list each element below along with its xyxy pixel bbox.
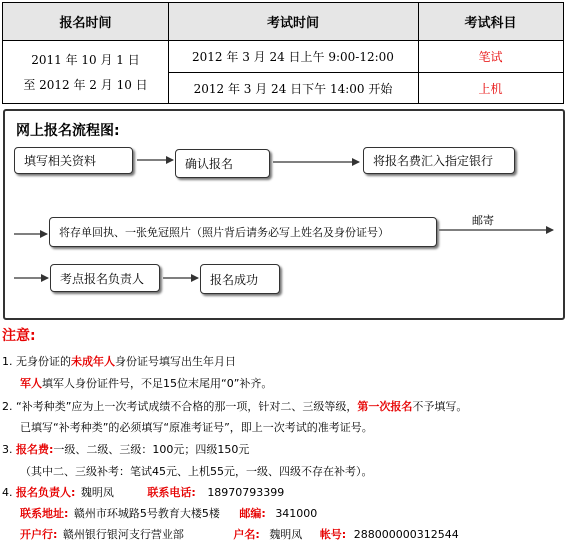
bank-name: 赣州银行银河支行营业部 <box>62 528 184 541</box>
flow-step-mail-documents: 将存单回执、一张免冠照片（照片背后请务必写上姓名及身份证号） <box>49 217 437 247</box>
postcode-label: 邮编: <box>239 507 266 520</box>
note-text: 身份证号填写出生年月日 <box>115 355 236 368</box>
subject-written: 笔试 <box>478 50 503 64</box>
registration-start: 2011 年 10 月 1 日 <box>31 52 140 67</box>
header-registration-time: 报名时间 <box>3 3 168 40</box>
flow-step-success: 报名成功 <box>200 264 280 294</box>
registration-end: 至 2012 年 2 月 10 日 <box>23 77 148 92</box>
note-highlight: 军人 <box>20 377 42 390</box>
note-2-cont <box>20 419 373 435</box>
account-number: 288000000312544 <box>353 528 459 541</box>
account-number-label: 帐号: <box>319 528 347 541</box>
note-highlight: 报名负责人: <box>16 486 76 499</box>
exam-time-written: 2012 年 3 月 24 日上午 9:00-12:00 <box>192 50 394 64</box>
note-1 <box>2 353 236 369</box>
postcode: 341000 <box>275 507 318 520</box>
contact-name: 魏明凤 <box>80 486 114 499</box>
note-highlight: 未成年人 <box>71 355 115 368</box>
note-text: 已填写“补考种类”的必须填写“原准考证号”，即上一次考试的准考证号。 <box>20 421 373 434</box>
account-holder: 魏明凤 <box>269 528 303 541</box>
note-3 <box>2 441 249 457</box>
exam-time-computer: 2012 年 3 月 24 日下午 14:00 开始 <box>193 81 393 96</box>
note-text: 2. “补考种类”应为上一次考试成绩不合格的那一项，针对二、三级等级， <box>2 400 358 413</box>
schedule-table <box>2 2 564 104</box>
address-label: 联系地址: <box>20 507 69 520</box>
note-2 <box>2 398 467 414</box>
address: 赣州市环城路5号教育大楼5楼 <box>73 507 220 520</box>
mail-label: 邮寄 <box>472 214 494 227</box>
note-4-address <box>20 505 317 521</box>
account-holder-label: 户名: <box>233 528 260 541</box>
note-text: （其中二、三级补考：笔试45元、上机55元，一级、四级不存在补考）。 <box>20 465 373 478</box>
note-4 <box>2 484 284 500</box>
note-text: 3. <box>2 443 16 456</box>
note-1-cont <box>20 375 272 391</box>
flow-step-fill-info: 填写相关资料 <box>14 147 133 174</box>
note-highlight: 第一次报名 <box>357 400 413 413</box>
phone-label: 联系电话: <box>147 486 196 499</box>
note-text: 一级、二级、三级：100元；四级150元 <box>53 443 250 456</box>
note-text: 不予填写。 <box>412 400 468 413</box>
phone-number: 18970793399 <box>207 486 285 499</box>
flow-step-confirm: 确认报名 <box>175 149 270 178</box>
note-text: 4. <box>2 486 16 499</box>
note-4-bank <box>20 526 459 542</box>
flowchart-title: 网上报名流程图: <box>16 123 120 139</box>
subject-computer: 上机 <box>478 81 503 96</box>
header-exam-subject: 考试科目 <box>418 3 563 40</box>
flow-step-site-contact: 考点报名负责人 <box>50 264 160 292</box>
flow-step-pay-fee: 将报名费汇入指定银行 <box>363 147 515 174</box>
note-3-cont <box>20 463 373 479</box>
note-text: 填军人身份证件号，不足15位末尾用“0”补齐。 <box>42 377 273 390</box>
bank-label: 开户行: <box>20 528 58 541</box>
note-highlight: 报名费: <box>16 443 54 456</box>
header-exam-time: 考试时间 <box>168 3 418 40</box>
note-text: 1. 无身份证的 <box>2 355 71 368</box>
notes-title: 注意: <box>2 328 36 344</box>
registration-flowchart <box>3 109 565 320</box>
